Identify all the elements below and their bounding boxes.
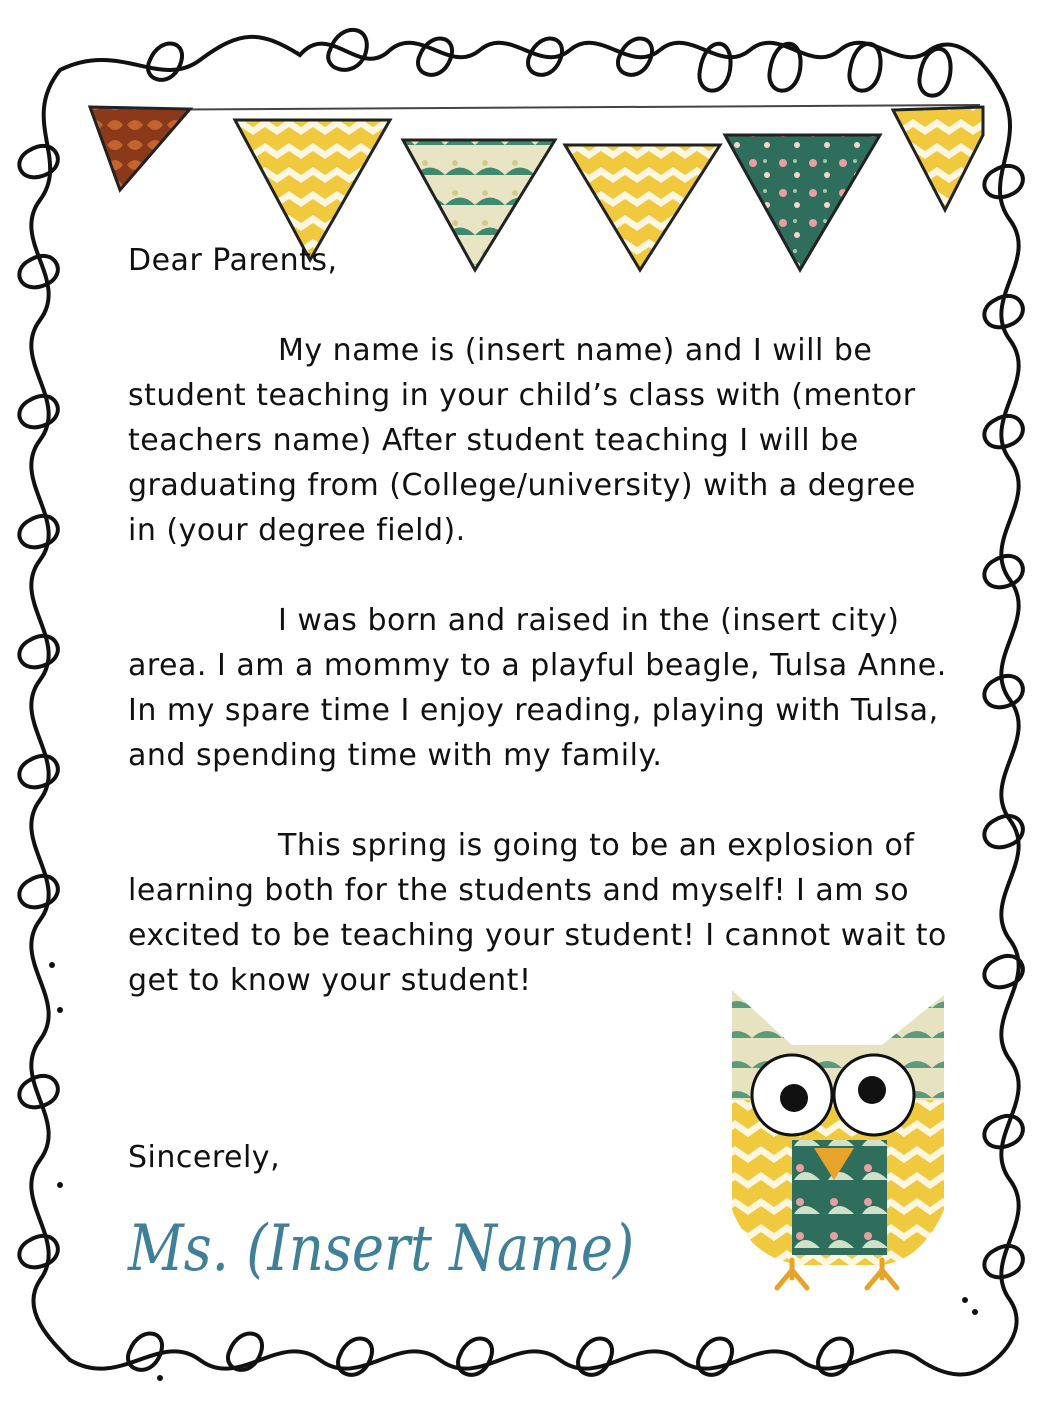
letter-body — [128, 238, 948, 1048]
closing: Sincerely, — [128, 1140, 281, 1175]
paragraph-excitement: This spring is going to be an explosion of learning both for the students and myself! I am so excited to be teaching your student! I cannot wait to get to know your student! — [128, 828, 947, 998]
pennant-chevron-3 — [893, 107, 983, 210]
pennant-rust — [90, 107, 190, 190]
bunting-string — [90, 105, 980, 110]
paragraph-background: I was born and raised in the (insert city) area. I am a mommy to a playful beagle, Tulsa Anne. In my spare time I enjoy reading, playing with Tulsa, and spending time with my family. — [128, 603, 947, 773]
owl-illustration — [722, 990, 952, 1295]
greeting: Dear Parents, — [128, 243, 338, 278]
paragraph-intro: My name is (insert name) and I will be student teaching in your child’s class with (mentor teachers name) After student teaching I will be graduating from (College/university) with a degree in (your degree field). — [128, 333, 916, 548]
signature: Ms. (Insert Name) — [128, 1212, 635, 1286]
